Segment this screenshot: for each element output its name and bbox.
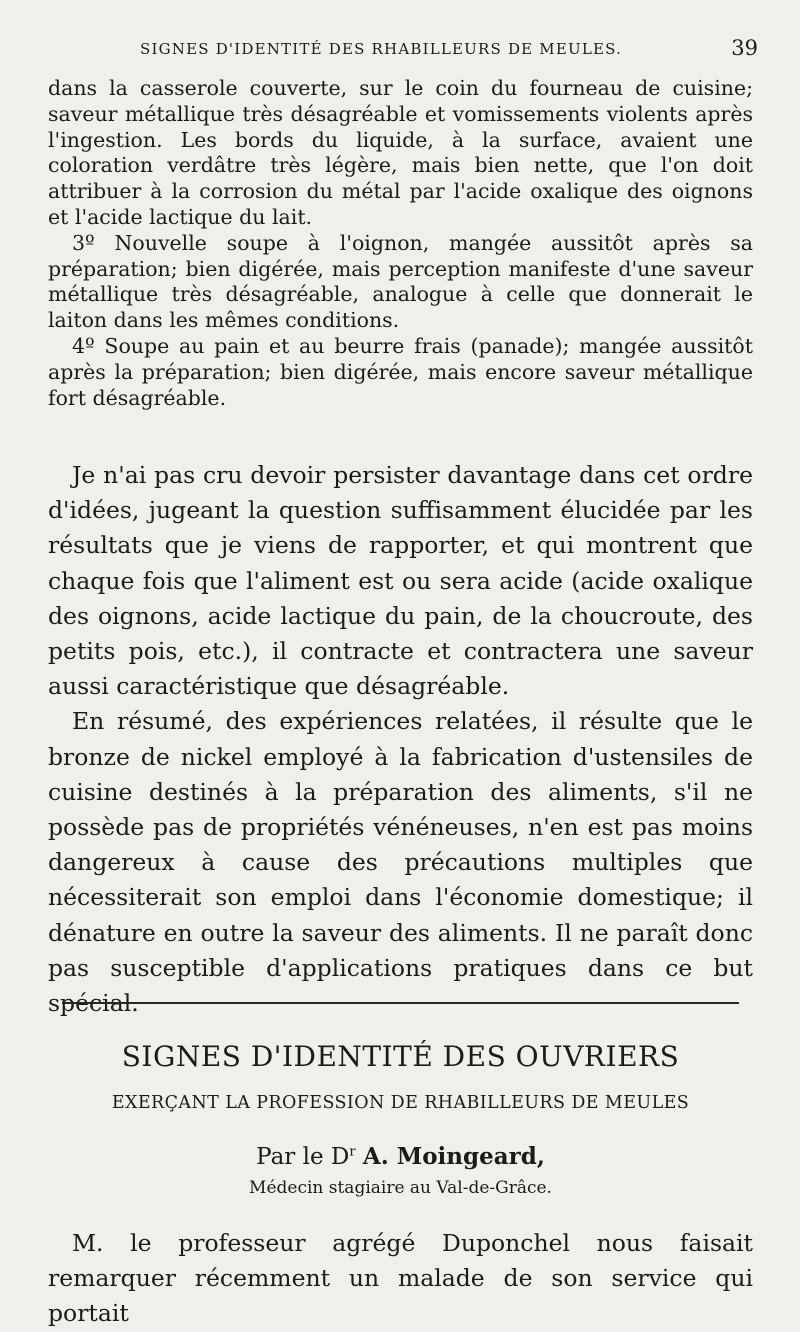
byline-sup: r (349, 1144, 356, 1160)
small-print-block (48, 76, 753, 411)
paragraph-continuation: dans la casserole couverte, sur le coin du fourneau de cuisine; saveur métallique très désagréable et vomissements violents après l'ingestion. Les bords du liquide, à la surface, avaient une coloration verdâtre très légère, mais bien nette, que l'on doit attribuer à la corrosion du métal par l'acide oxalique des oignons et l'acide lactique du lait. (48, 76, 753, 229)
paragraph-opening: M. le professeur agrégé Duponchel nous faisait remarquer récemment un malade de son service qui portait (48, 1229, 753, 1328)
page-number: 39 (731, 36, 758, 60)
section-divider (62, 1002, 739, 1004)
running-title: SIGNES D'IDENTITÉ DES RHABILLEURS DE MEULES. (140, 40, 623, 58)
paragraph-item-4: 4º Soupe au pain et au beurre frais (panade); mangée aussitôt après la préparation; bien digérée, mais encore saveur métallique fort désagréable. (48, 333, 753, 410)
paragraph-item-3: 3º Nouvelle soupe à l'oignon, mangée aussitôt après sa préparation; bien digérée, mais perception manifeste d'une saveur métallique très désagréable, analogue à celle que donnerait le laiton dans les mêmes conditions. (48, 230, 753, 333)
author-affiliation: Médecin stagiaire au Val-de-Grâce. (249, 1178, 552, 1198)
author-byline (48, 1143, 753, 1170)
author-name: A. Moingeard, (362, 1143, 545, 1170)
main-text-block (48, 458, 753, 1021)
running-head (140, 36, 758, 66)
paragraph-conclusion-2: En résumé, des expériences relatées, il résulte que le bronze de nickel employé à la fabrication d'ustensiles de cuisine destinés à la préparation des aliments, s'il ne possède pas de propriétés vénéneuses, n'en est pas moins dangereux à cause des précautions multiples que nécessiterait son emploi dans l'économie domestique; il dénature en outre la saveur des aliments. Il ne paraît donc pas susceptible d'applications pratiques dans ce but spécial. (48, 707, 753, 1018)
section-subtitle: EXERÇANT LA PROFESSION DE RHABILLEURS DE MEULES (111, 1093, 690, 1113)
byline-prefix: Par le D (256, 1144, 350, 1170)
section-title: SIGNES D'IDENTITÉ DES OUVRIERS (121, 1040, 680, 1073)
section-opening-block (48, 1226, 753, 1332)
paragraph-conclusion-1: Je n'ai pas cru devoir persister davantage dans cet ordre d'idées, jugeant la question suffisamment élucidée par les résultats que je viens de rapporter, et qui montrent que chaque fois que l'aliment est ou sera acide (acide oxalique des oignons, acide lactique du pain, de la choucroute, des petits pois, etc.), il contracte et contractera une saveur aussi caractéristique que désagréable. (48, 461, 753, 701)
